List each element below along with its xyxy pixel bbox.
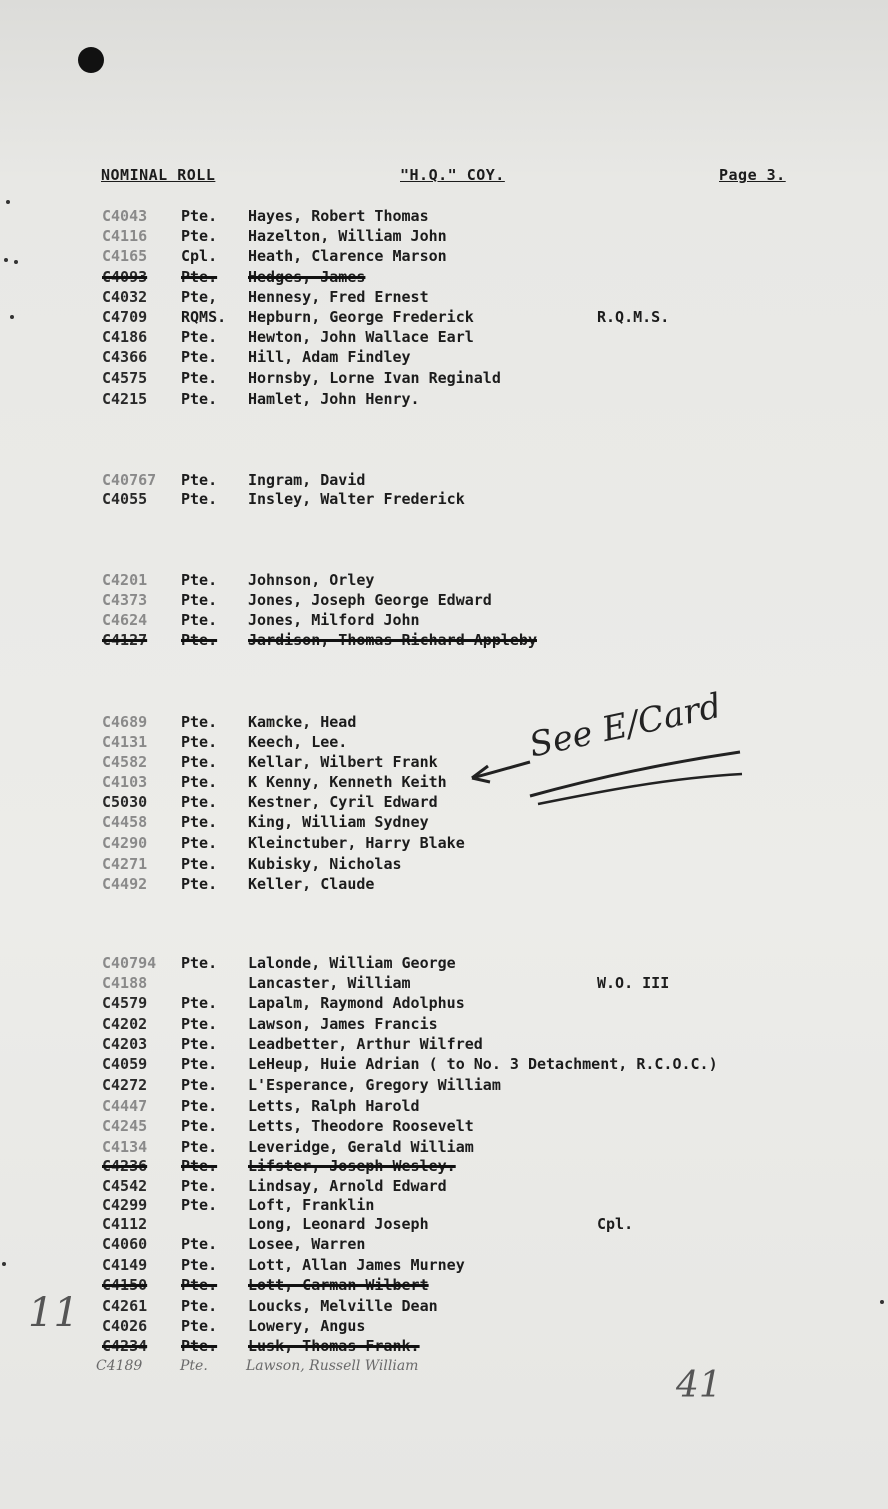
soldier-name: Insley, Walter Frederick [248,490,465,508]
service-number: C4188 [102,974,148,992]
soldier-name: Lott, Allan James Murney [248,1256,465,1274]
rank: Pte. [181,713,218,731]
roll-entry [0,1076,888,1096]
rank: Pte. [181,268,218,286]
rank: Pte. [181,1097,218,1115]
service-number: C4447 [102,1097,148,1115]
rank: Pte. [181,390,218,408]
rank: Pte. [181,1138,218,1156]
soldier-name: Kestner, Cyril Edward [248,793,438,811]
roll-entry [0,1035,888,1055]
soldier-name: Kubisky, Nicholas [248,855,402,873]
rank: Pte. [181,1015,218,1033]
rank: Pte. [181,1076,218,1094]
punch-hole [78,47,104,73]
soldier-name: Lancaster, William [248,974,411,992]
service-number: C4272 [102,1076,148,1094]
service-number: C4112 [102,1215,148,1233]
service-number: C40767 [102,471,157,489]
rank: Pte. [181,631,218,649]
service-number: C4542 [102,1177,148,1195]
roll-entry [0,1157,888,1177]
roll-entry [0,793,888,813]
soldier-name: Lapalm, Raymond Adolphus [248,994,465,1012]
soldier-name: Heath, Clarence Marson [248,247,447,265]
margin-mark-left: 11 [28,1290,79,1336]
soldier-name: Loucks, Melville Dean [248,1297,438,1315]
roll-entry [0,1256,888,1276]
rank: Pte. [181,855,218,873]
roll-entry [0,1138,888,1158]
service-number: C4127 [102,631,148,649]
roll-entry [0,773,888,793]
service-number: C4116 [102,227,148,245]
soldier-name: Hewton, John Wallace Earl [248,328,474,346]
roll-entry [0,1097,888,1117]
appointment-note: Cpl. [597,1215,634,1233]
soldier-name: Hill, Adam Findley [248,348,411,366]
roll-entry [0,813,888,833]
service-number: C4186 [102,328,148,346]
rank: Pte. [181,875,218,893]
rank: RQMS. [181,308,227,326]
rank: Pte. [181,1276,218,1294]
service-number: C4055 [102,490,148,508]
service-number: C4150 [102,1276,148,1294]
service-number: C4131 [102,733,148,751]
soldier-name: Keech, Lee. [248,733,348,751]
appointment-note: R.Q.M.S. [597,308,670,326]
rank: Pte. [181,834,218,852]
soldier-name: Hennesy, Fred Ernest [248,288,429,306]
rank: Pte. [181,328,218,346]
rank: Pte. [181,1055,218,1073]
service-number: C4103 [102,773,148,791]
roll-entry [0,753,888,773]
service-number: C4093 [102,268,148,286]
roll-entry [0,227,888,247]
service-number: C4290 [102,834,148,852]
service-number: C4043 [102,207,148,225]
soldier-name: Jardison, Thomas Richard Appleby [248,631,537,649]
service-number: C40794 [102,954,157,972]
service-number: C4299 [102,1196,148,1214]
service-number: C4201 [102,571,148,589]
soldier-name: Leadbetter, Arthur Wilfred [248,1035,483,1053]
service-number: C4203 [102,1035,148,1053]
soldier-name: K Kenny, Kenneth Keith [248,773,447,791]
rank: Pte. [181,773,218,791]
roll-entry [0,713,888,733]
rank: Pte. [181,591,218,609]
service-number: C4026 [102,1317,148,1335]
rank: Pte. [181,348,218,366]
roll-entry [0,1235,888,1255]
handwritten-number: C4189 [96,1358,143,1374]
roll-entry [0,390,888,410]
rank: Pte. [181,1157,218,1175]
roll-entry [0,591,888,611]
soldier-name: Lott, Carman Wilbert [248,1276,429,1294]
service-number: C4458 [102,813,148,831]
service-number: C4032 [102,288,148,306]
service-number: C4245 [102,1117,148,1135]
rank: Pte. [181,733,218,751]
rank: Pte. [181,611,218,629]
soldier-name: Lindsay, Arnold Edward [248,1177,447,1195]
roll-entry [0,1015,888,1035]
rank: Pte. [181,1035,218,1053]
soldier-name: Jones, Joseph George Edward [248,591,492,609]
page-number: Page 3. [719,166,786,184]
soldier-name: Long, Leonard Joseph [248,1215,429,1233]
service-number: C4575 [102,369,148,387]
soldier-name: Keller, Claude [248,875,375,893]
service-number: C4366 [102,348,148,366]
service-number: C4202 [102,1015,148,1033]
rank: Pte. [181,813,218,831]
rank: Pte. [181,1196,218,1214]
roll-entry [0,1117,888,1137]
soldier-name: Kleinctuber, Harry Blake [248,834,465,852]
soldier-name: Hazelton, William John [248,227,447,245]
soldier-name: Hayes, Robert Thomas [248,207,429,225]
rank: Pte. [181,1177,218,1195]
service-number: C4134 [102,1138,148,1156]
roll-entry [0,471,888,491]
service-number: C4149 [102,1256,148,1274]
service-number: C4709 [102,308,148,326]
roll-entry [0,308,888,328]
roll-entry [0,954,888,974]
soldier-name: Losee, Warren [248,1235,366,1253]
roll-entry [0,1055,888,1075]
soldier-name: Letts, Ralph Harold [248,1097,420,1115]
soldier-name: Lawson, James Francis [248,1015,438,1033]
roll-entry [0,1297,888,1317]
soldier-name: Hepburn, George Frederick [248,308,474,326]
service-number: C5030 [102,793,148,811]
roll-entry [0,611,888,631]
soldier-name: Lalonde, William George [248,954,456,972]
roll-entry [0,1317,888,1337]
roll-entry [0,369,888,389]
service-number: C4234 [102,1337,148,1355]
service-number: C4236 [102,1157,148,1175]
roll-entry [0,1196,888,1216]
soldier-name: L'Esperance, Gregory William [248,1076,501,1094]
roll-entry [0,1337,888,1357]
soldier-name: Kamcke, Head [248,713,357,731]
roll-entry [0,571,888,591]
service-number: C4271 [102,855,148,873]
rank: Pte. [181,1235,218,1253]
service-number: C4373 [102,591,148,609]
margin-speck [6,200,10,204]
roll-entry [0,328,888,348]
handwritten-rank: Pte. [180,1358,208,1374]
margin-mark-right: 41 [676,1365,722,1406]
soldier-name: Jones, Milford John [248,611,420,629]
handwritten-name: Lawson, Russell William [246,1358,419,1374]
soldier-name: Hamlet, John Henry. [248,390,420,408]
rank: Pte. [181,753,218,771]
roll-entry [0,288,888,308]
service-number: C4689 [102,713,148,731]
soldier-name: Loft, Franklin [248,1196,375,1214]
service-number: C4579 [102,994,148,1012]
soldier-name: Ingram, David [248,471,366,489]
roll-entry [0,490,888,510]
rank: Pte. [181,994,218,1012]
service-number: C4215 [102,390,148,408]
rank: Pte. [181,207,218,225]
soldier-name: Hornsby, Lorne Ivan Reginald [248,369,501,387]
soldier-name: LeHeup, Huie Adrian ( to No. 3 Detachment, R.C.O.C.) [248,1055,718,1073]
company-title: "H.Q." COY. [400,166,505,184]
soldier-name: King, William Sydney [248,813,429,831]
service-number: C4165 [102,247,148,265]
roll-entry [0,348,888,368]
roll-entry [0,207,888,227]
soldier-name: Johnson, Orley [248,571,375,589]
rank: Pte. [181,1297,218,1315]
roll-entry [0,733,888,753]
rank: Pte. [181,1256,218,1274]
roll-title: NOMINAL ROLL [101,166,216,184]
rank: Pte. [181,1337,218,1355]
rank: Pte. [181,793,218,811]
see-ecard-annotation: See E/Card [525,685,725,766]
service-number: C4624 [102,611,148,629]
soldier-name: Hedges, James [248,268,366,286]
roll-entry [0,631,888,651]
roll-entry [0,875,888,895]
rank: Pte. [181,227,218,245]
soldier-name: Leveridge, Gerald William [248,1138,474,1156]
roll-entry [0,974,888,994]
soldier-name: Lusk, Thomas Frank. [248,1337,420,1355]
rank: Pte. [181,471,218,489]
rank: Pte. [181,571,218,589]
roll-entry [0,1276,888,1296]
roll-entry [0,1177,888,1197]
rank: Cpl. [181,247,218,265]
appointment-note: W.O. III [597,974,670,992]
soldier-name: Kellar, Wilbert Frank [248,753,438,771]
soldier-name: Letts, Theodore Roosevelt [248,1117,474,1135]
rank: Pte. [181,490,218,508]
rank: Pte. [181,1117,218,1135]
service-number: C4059 [102,1055,148,1073]
roll-entry [0,247,888,267]
rank: Pte. [181,954,218,972]
roll-entry [0,994,888,1014]
roll-entry [0,1215,888,1235]
service-number: C4582 [102,753,148,771]
service-number: C4060 [102,1235,148,1253]
soldier-name: Lowery, Angus [248,1317,366,1335]
rank: Pte. [181,369,218,387]
soldier-name: Lifster, Joseph Wesley. [248,1157,456,1175]
roll-entry [0,834,888,854]
service-number: C4492 [102,875,148,893]
roll-entry [0,268,888,288]
rank: Pte, [181,288,218,306]
roll-entry [0,855,888,875]
service-number: C4261 [102,1297,148,1315]
rank: Pte. [181,1317,218,1335]
